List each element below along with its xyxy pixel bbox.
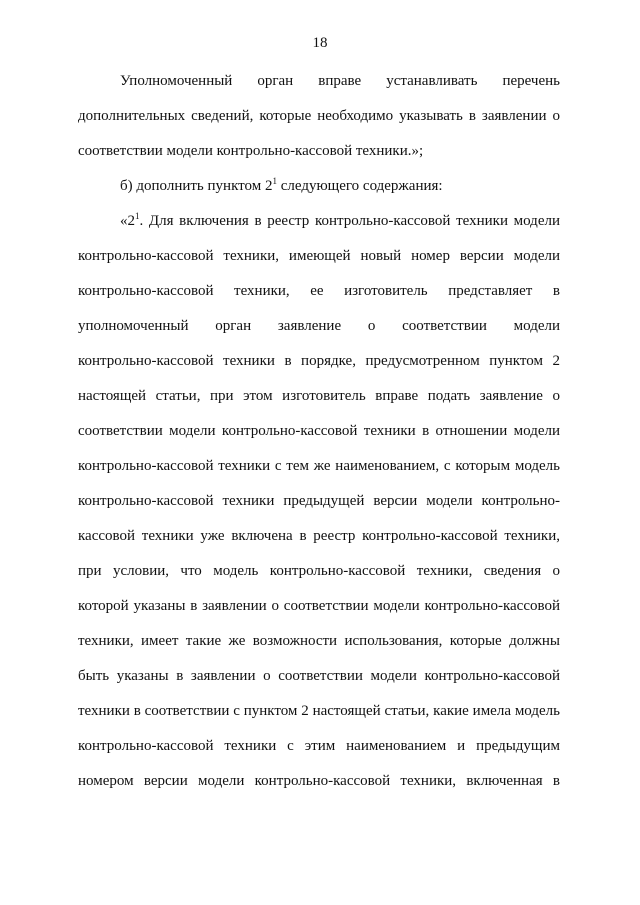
para2-line-2: контрольно-кассовой техники, имеющей новый номер версии модели [78,248,560,264]
para2-line-14: быть указаны в заявлении о соответствии модели контрольно-кассовой [78,668,560,684]
item-b-line [120,177,560,195]
para2-line-6: настоящей статьи, при этом изготовитель вправе подать заявление о [78,388,560,404]
para2-text-before: «2 [120,213,135,229]
para2-line-11: при условии, что модель контрольно-кассовой техники, сведения о [78,563,560,579]
para2-line-12: которой указаны в заявлении о соответствии модели контрольно-кассовой [78,598,560,614]
para2-line-3: контрольно-кассовой техники, ее изготовитель представляет в [78,283,560,299]
para1-line-1: Уполномоченный орган вправе устанавливать перечень [120,73,560,89]
para2-line-15: техники в соответствии с пунктом 2 настоящей статьи, какие имела модель [78,703,560,719]
para2-line-7: соответствии модели контрольно-кассовой техники в отношении модели [78,423,560,439]
para2-line-16: контрольно-кассовой техники с этим наименованием и предыдущим [78,738,560,754]
para2-line-5: контрольно-кассовой техники в порядке, предусмотренном пунктом 2 [78,353,560,369]
para2-line-1 [120,212,560,230]
page-number: 18 [312,35,328,51]
para2-superscript: 1 [135,211,140,221]
para1-line-2: дополнительных сведений, которые необходимо указывать в заявлении о [78,108,560,124]
para2-line-4: уполномоченный орган заявление о соответствии модели [78,318,560,334]
para2-line-10: кассовой техники уже включена в реестр контрольно-кассовой техники, [78,528,560,544]
para2-line-8: контрольно-кассовой техники с тем же наименованием, с которым модель [78,458,560,474]
item-b-text-after: следующего содержания: [276,178,443,194]
item-b-superscript: 1 [272,176,277,186]
para2-text-after: . Для включения в реестр контрольно-кассовой техники модели [139,213,560,229]
para2-line-17: номером версии модели контрольно-кассовой техники, включенная в [78,773,560,789]
para2-line-13: техники, имеет такие же возможности использования, которые должны [78,633,560,649]
para1-line-3: соответствии модели контрольно-кассовой техники.»; [78,143,424,159]
para2-line-9: контрольно-кассовой техники предыдущей версии модели контрольно- [78,493,560,509]
item-b-text-before: б) дополнить пунктом 2 [120,178,273,194]
